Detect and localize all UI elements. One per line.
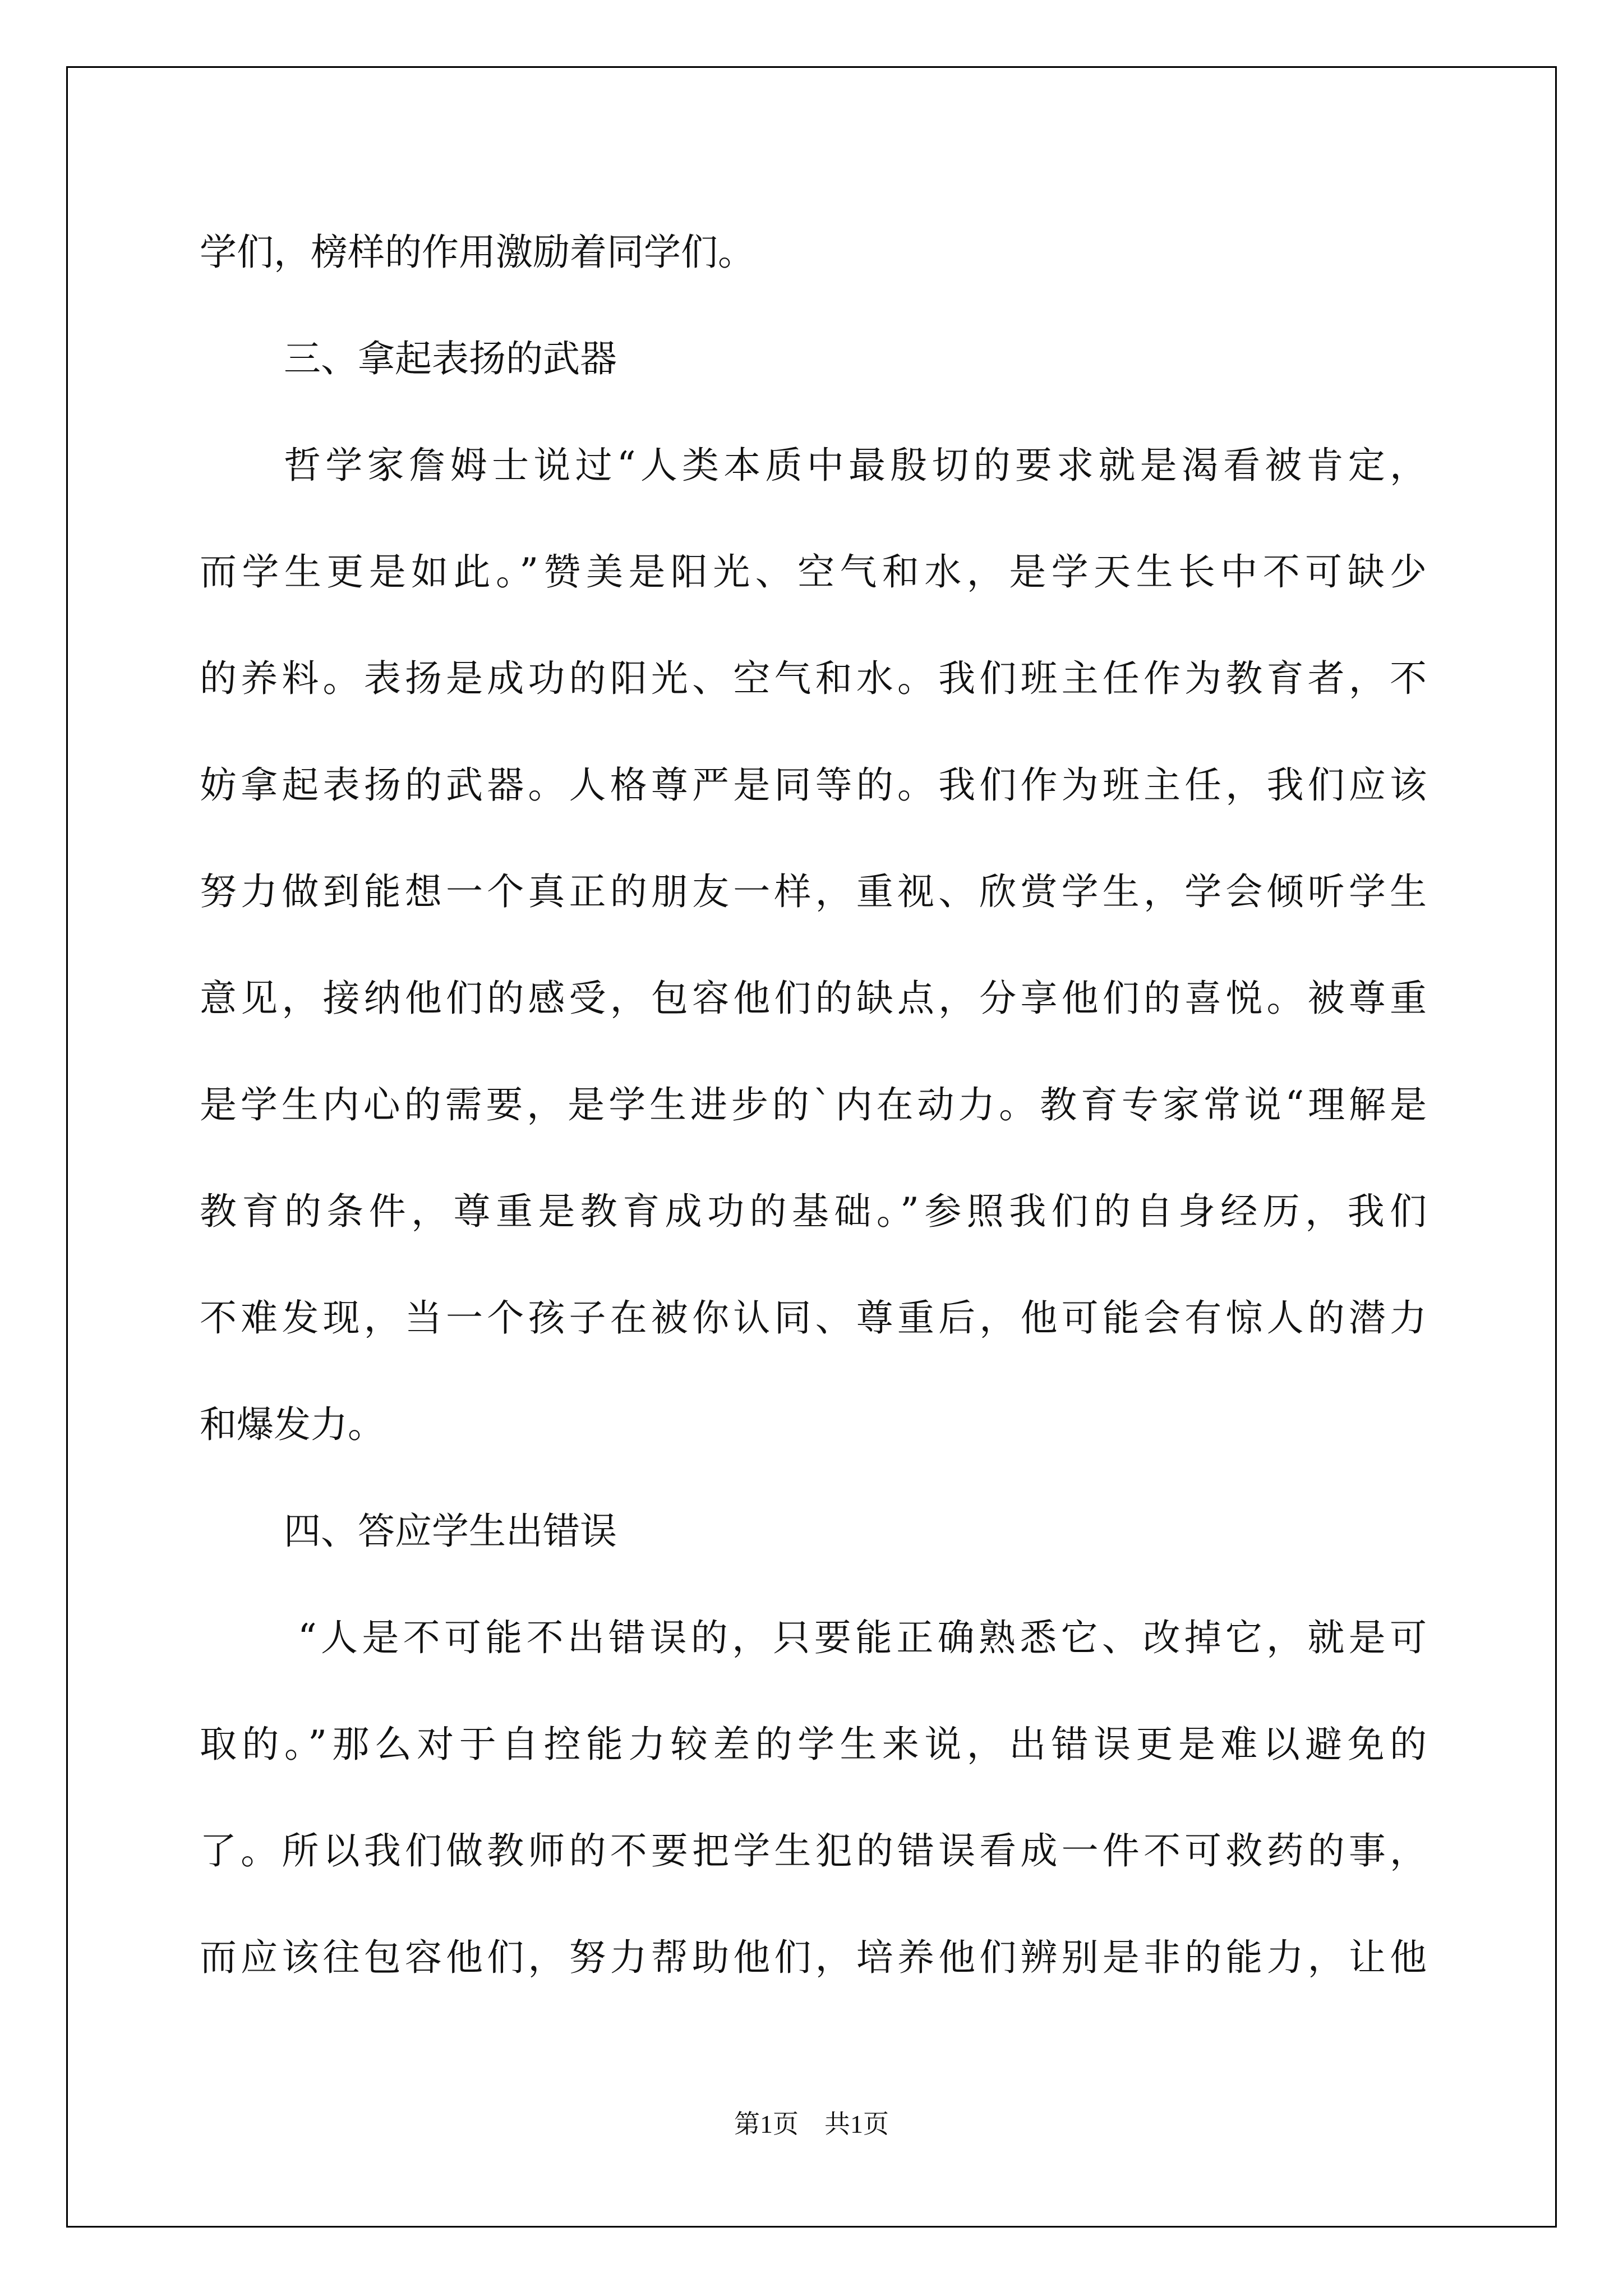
text-line: 不难发现，当一个孩子在被你认同、尊重后，他可能会有惊人的潜力: [200, 1296, 1427, 1340]
text-line: 教育的条件，尊重是教育成功的基础。”参照我们的自身经历，我们: [200, 1190, 1427, 1233]
text-line: 的养料。表扬是成功的阳光、空气和水。我们班主任作为教育者，不: [200, 657, 1427, 700]
text-line: 取的。”那么对于自控能力较差的学生来说，出错误更是难以避免的: [200, 1723, 1427, 1766]
text-line: 是学生内心的需要，是学生进步的`内在动力。教育专家常说“理解是: [200, 1083, 1427, 1126]
page-number-footer: 第1页 共1页: [734, 2110, 889, 2138]
text-line: “人是不可能不出错误的，只要能正确熟悉它、改掉它，就是可: [298, 1616, 1427, 1659]
text-line: 哲学家詹姆士说过“人类本质中最殷切的要求就是渴看被肯定，: [284, 444, 1427, 487]
text-line: 意见，接纳他们的感受，包容他们的缺点，分享他们的喜悦。被尊重: [200, 977, 1427, 1020]
text-line: 学们，榜样的作用激励着同学们。: [200, 231, 755, 274]
text-line: 而应该往包容他们，努力帮助他们，培养他们辨别是非的能力，让他: [200, 1936, 1427, 1979]
text-line: 了。所以我们做教师的不要把学生犯的错误看成一件不可救药的事，: [200, 1829, 1427, 1872]
document-body: [200, 199, 1427, 2011]
text-line: 妨拿起表扬的武器。人格尊严是同等的。我们作为班主任，我们应该: [200, 763, 1427, 807]
section-heading: 三、拿起表扬的武器: [284, 337, 617, 380]
text-line: 和爆发力。: [200, 1403, 385, 1446]
text-line: 努力做到能想一个真正的朋友一样，重视、欣赏学生，学会倾听学生: [200, 870, 1427, 913]
text-line: 而学生更是如此。”赞美是阳光、空气和水，是学天生长中不可缺少: [200, 550, 1427, 593]
section-heading: 四、答应学生出错误: [284, 1510, 617, 1553]
